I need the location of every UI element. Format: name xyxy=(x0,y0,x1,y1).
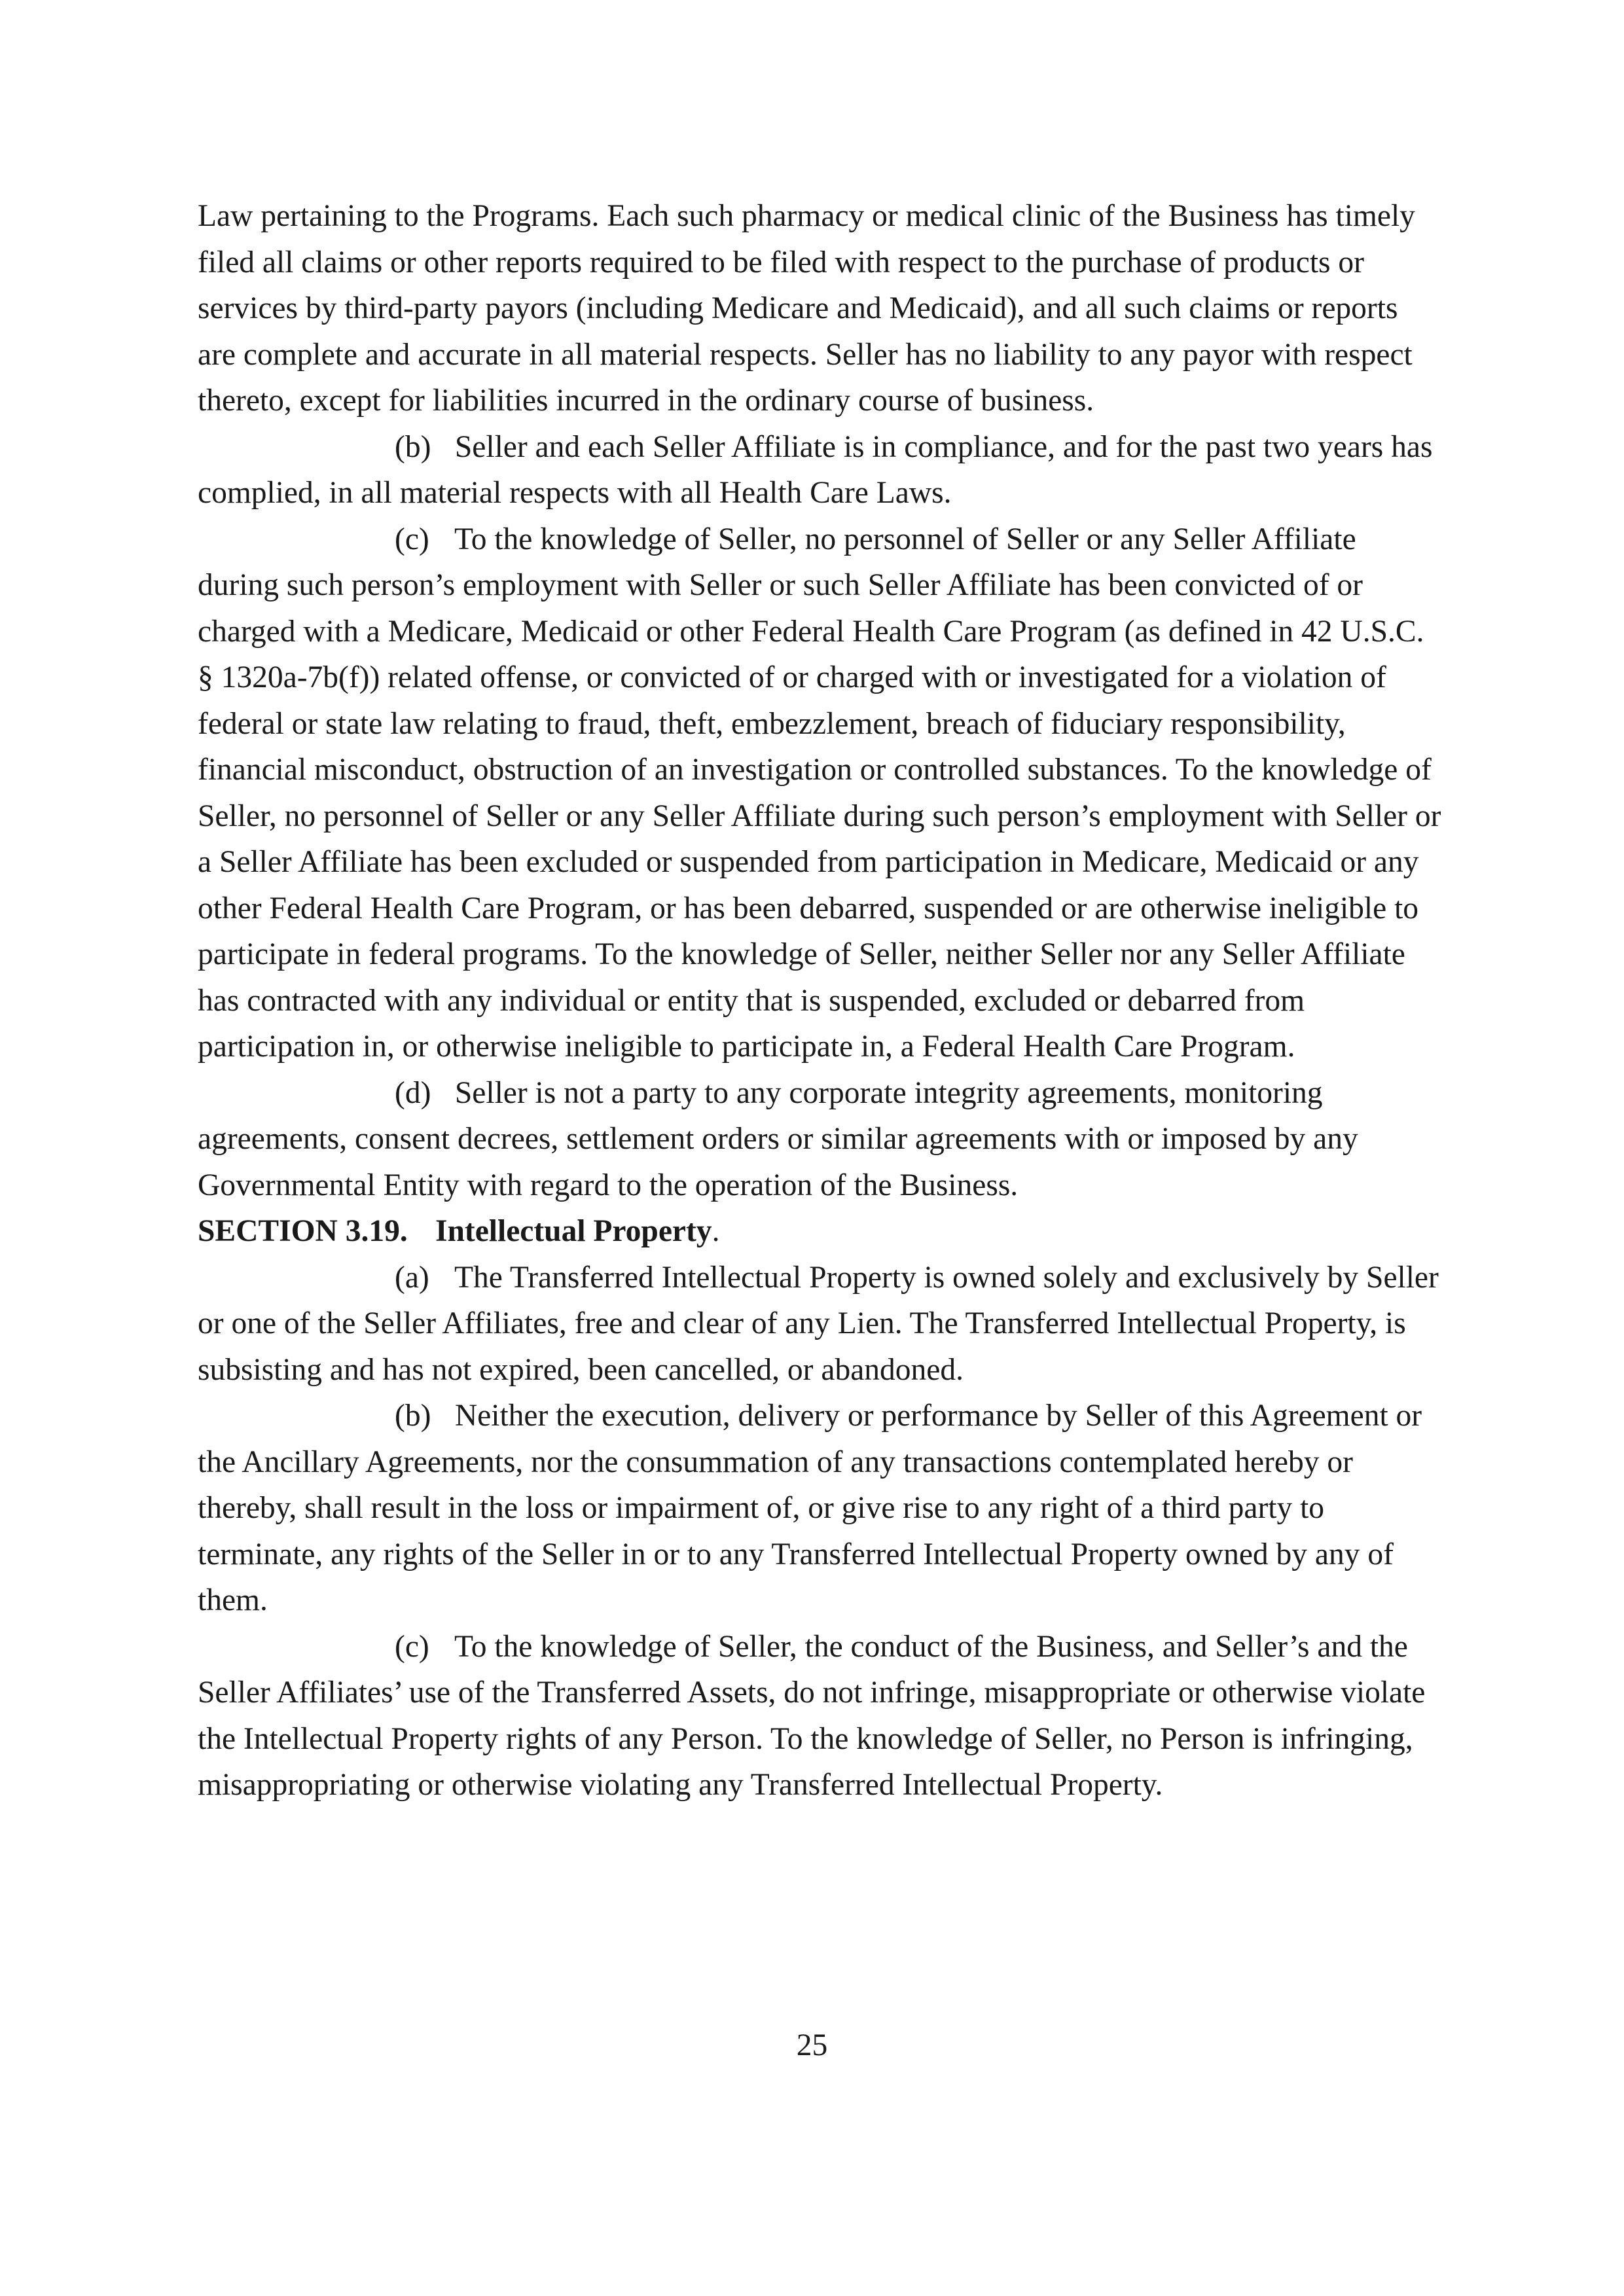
section-title-terminator: . xyxy=(712,1214,720,1248)
section-title: Intellectual Property xyxy=(435,1214,712,1248)
paragraph-text: The Transferred Intellectual Property is owned solely and exclusively by Seller or one of the Seller Affiliates, free and clear of any Lien. The Transferred Intellectual Property, is subsisting and has not expired, been cancelled, or abandoned. xyxy=(198,1260,1439,1387)
paragraph-b-health-care-compliance xyxy=(198,424,1441,516)
paragraph-label: (d) xyxy=(395,1075,431,1110)
document-body xyxy=(198,193,1441,1808)
paragraph-text: Neither the execution, delivery or performance by Seller of this Agreement or the Ancillary Agreements, nor the consummation of any transactions contemplated hereby or thereby, shall result in the loss or impairment of, or give rise to any right of a third party to terminate, any rights of the Seller in or to any Transferred Intellectual Property owned by any of them. xyxy=(198,1399,1422,1617)
paragraph-continued: Law pertaining to the Programs. Each such pharmacy or medical clinic of the Business has timely filed all claims or other reports required to be filed with respect to the purchase of products or services by third-party payors (including Medicare and Medicaid), and all such claims or reports are complete and accurate in all material respects. Seller has no liability to any payor with respect thereto, except for liabilities incurred in the ordinary course of business. xyxy=(198,199,1415,418)
paragraph-label: (b) xyxy=(395,1399,431,1433)
paragraph-label: (b) xyxy=(395,429,431,464)
paragraph-label: (c) xyxy=(395,522,429,556)
paragraph-c-personnel-offenses xyxy=(198,516,1441,1070)
paragraph-label: (a) xyxy=(395,1260,429,1295)
section-number: SECTION 3.19. xyxy=(198,1214,408,1248)
section-paragraph-b xyxy=(198,1393,1441,1624)
paragraph-text: Seller and each Seller Affiliate is in compliance, and for the past two years has complied, in all material respects with all Health Care Laws. xyxy=(198,429,1433,510)
section-heading xyxy=(198,1208,1441,1255)
section-paragraph-a xyxy=(198,1255,1441,1393)
section-paragraph-c xyxy=(198,1624,1441,1808)
page-number: 25 xyxy=(796,2028,828,2062)
paragraph-text: To the knowledge of Seller, no personnel of Seller or any Seller Affiliate during such person’s employment with Seller or such Seller Affiliate has been convicted of or charged with a Medicare, Medicaid or other Federal Health Care Program (as defined in 42 U.S.C. § 1320a-7b(f)) related offense, or convicted of or charged with or investigated for a violation of federal or state law relating to fraud, theft, embezzlement, breach of fiduciary responsibility, financial misconduct, obstruction of an investigation or controlled substances. To the knowledge of Seller, no personnel of Seller or any Seller Affiliate during such person’s employment with Seller or a Seller Affiliate has been excluded or suspended from participation in Medicare, Medicaid or any other Federal Health Care Program, or has been debarred, suspended or are otherwise ineligible to participate in federal programs. To the knowledge of Seller, neither Seller nor any Seller Affiliate has contracted with any individual or entity that is suspended, excluded or debarred from participation in, or otherwise ineligible to participate in, a Federal Health Care Program. xyxy=(198,522,1441,1064)
paragraph-text: Seller is not a party to any corporate integrity agreements, monitoring agreements, consent decrees, settlement orders or similar agreements with or imposed by any Governmental Entity with regard to the operation of the Business. xyxy=(198,1075,1358,1202)
paragraph-d-integrity-agreements xyxy=(198,1070,1441,1209)
paragraph-label: (c) xyxy=(395,1629,429,1664)
paragraph-text: To the knowledge of Seller, the conduct of the Business, and Seller’s and the Seller Affiliates’ use of the Transferred Assets, do not infringe, misappropriate or otherwise violate the Intellectual Property rights of any Person. To the knowledge of Seller, no Person is infringing, misappropriating or otherwise violating any Transferred Intellectual Property. xyxy=(198,1629,1426,1802)
